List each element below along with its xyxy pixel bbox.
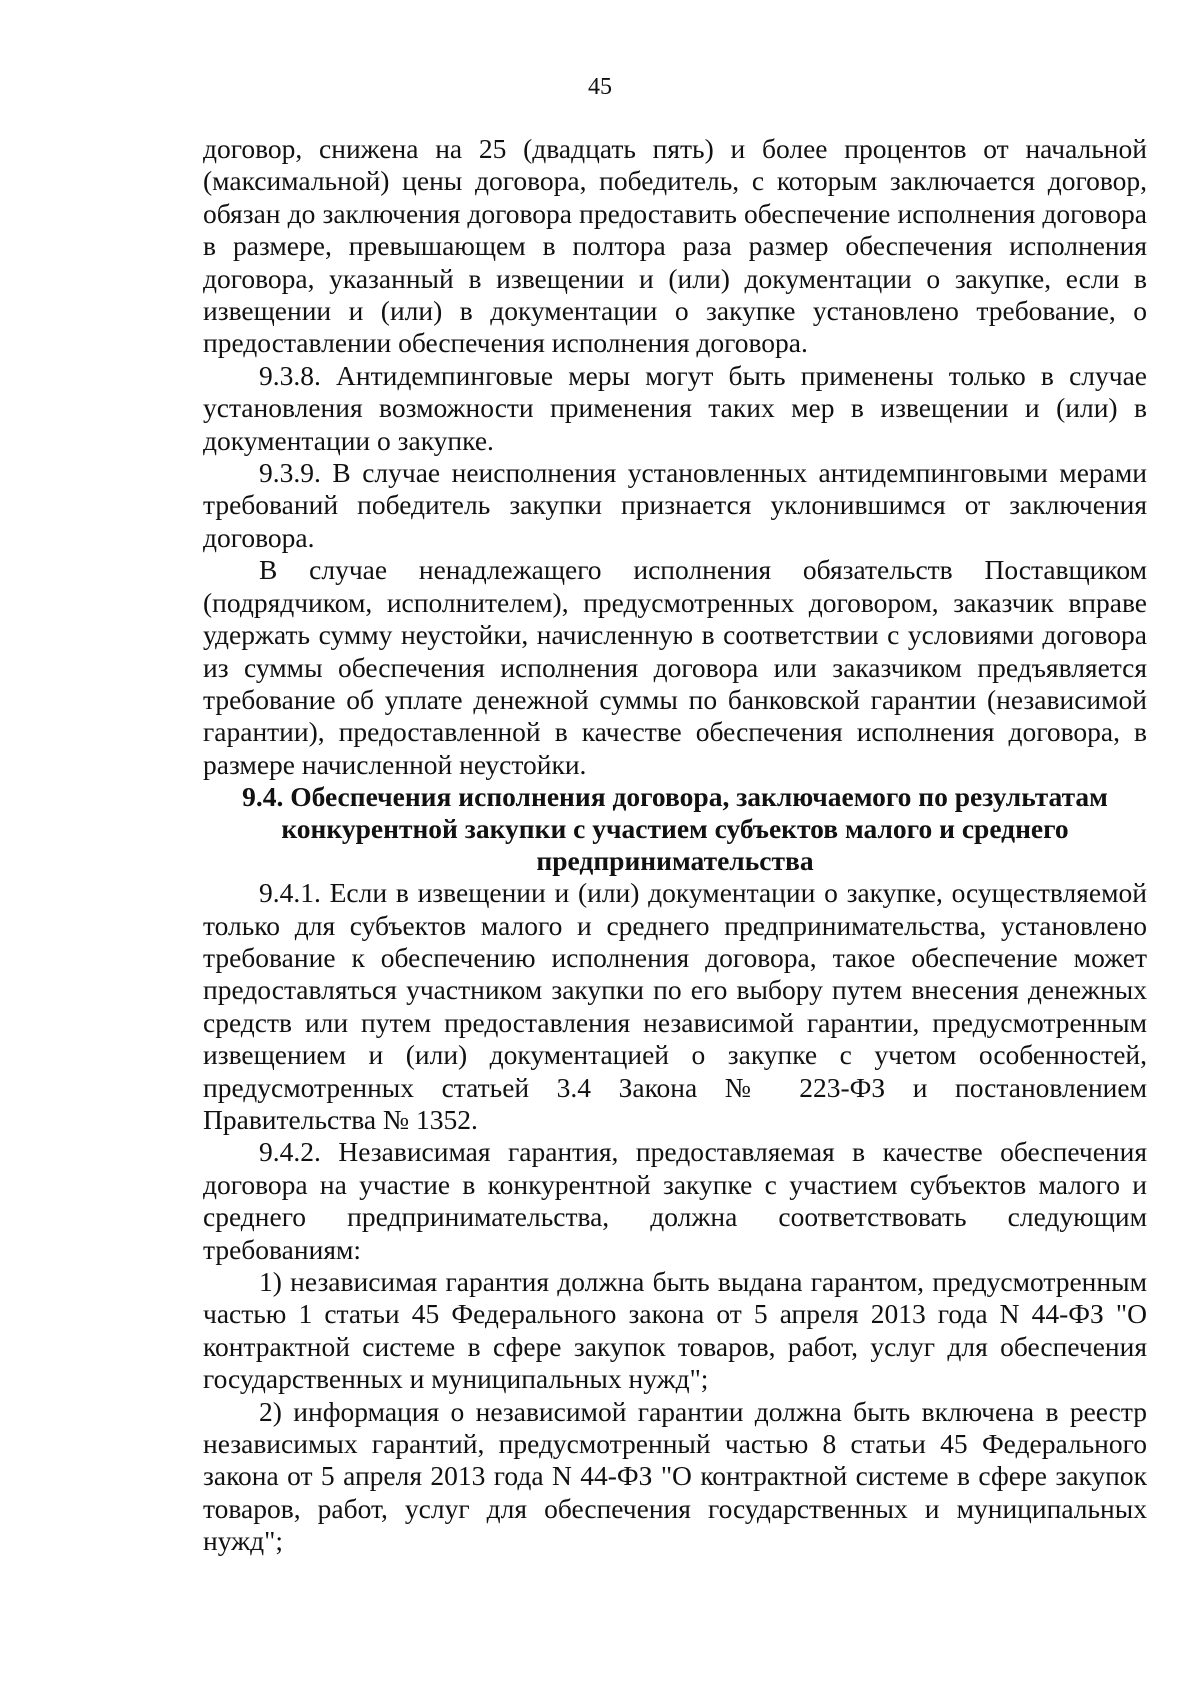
- section-heading-9-4: 9.4. Обеспечения исполнения договора, заключаемого по результатам конкурентной закупки с участием субъектов малого и среднего предпринимательства: [242, 781, 1108, 877]
- page-number: 45: [588, 74, 612, 100]
- list-item-1: 1) независимая гарантия должна быть выдана гарантом, предусмотренным частью 1 статьи 45 Федерального закона от 5 апреля 2013 года N 44-ФЗ "О контрактной системе в сфере закупок товаров, работ, услуг для обеспечения государственных и муниципальных нужд";: [203, 1266, 1147, 1395]
- paragraph-9-3-8: 9.3.8. Антидемпинговые меры могут быть применены только в случае установления возможности применения таких мер в извещении и (или) в документации о закупке.: [203, 359, 1147, 456]
- paragraph-9-4-1: 9.4.1. Если в извещении и (или) документации о закупке, осуществляемой только для субъектов малого и среднего предпринимательства, установлено требование к обеспечению исполнения договора, такое обеспечение может предоставляться участником закупки по его выбору путем внесения денежных средств или путем предоставления независимой гарантии, предусмотренным извещением и (или) документацией о закупке с учетом особенностей, предусмотренных статьей 3.4 Закона № 223-ФЗ и постановлением Правительства № 1352.: [203, 877, 1147, 1135]
- paragraph-continuation: договор, снижена на 25 (двадцать пять) и более процентов от начальной (максимальной) цены договора, победитель, с которым заключается договор, обязан до заключения договора предоставить обеспечение исполнения договора в размере, превышающем в полтора раза размер обеспечения исполнения договора, указанный в извещении и (или) документации о закупке, если в извещении и (или) в документации о закупке установлено требование, о предоставлении обеспечения исполнения договора.: [203, 133, 1147, 359]
- paragraph-penalty: В случае ненадлежащего исполнения обязательств Поставщиком (подрядчиком, исполнителем), предусмотренных договором, заказчик вправе удержать сумму неустойки, начисленную в соответствии с условиями договора из суммы обеспечения исполнения договора или заказчиком предъявляется требование об уплате денежной суммы по банковской гарантии (независимой гарантии), предоставленной в качестве обеспечения исполнения договора, в размере начисленной неустойки.: [203, 554, 1147, 780]
- list-item-2: 2) информация о независимой гарантии должна быть включена в реестр независимых гарантий, предусмотренный частью 8 статьи 45 Федерального закона от 5 апреля 2013 года N 44-ФЗ "О контрактной системе в сфере закупок товаров, работ, услуг для обеспечения государственных и муниципальных нужд";: [203, 1395, 1147, 1557]
- document-body: [203, 133, 1147, 1558]
- paragraph-9-3-9: 9.3.9. В случае неисполнения установленных антидемпинговыми мерами требований победитель закупки признается уклонившимся от заключения договора.: [203, 457, 1147, 553]
- paragraph-9-4-2: 9.4.2. Независимая гарантия, предоставляемая в качестве обеспечения договора на участие в конкурентной закупке с участием субъектов малого и среднего предпринимательства, должна соответствовать следующим требованиям:: [203, 1136, 1147, 1265]
